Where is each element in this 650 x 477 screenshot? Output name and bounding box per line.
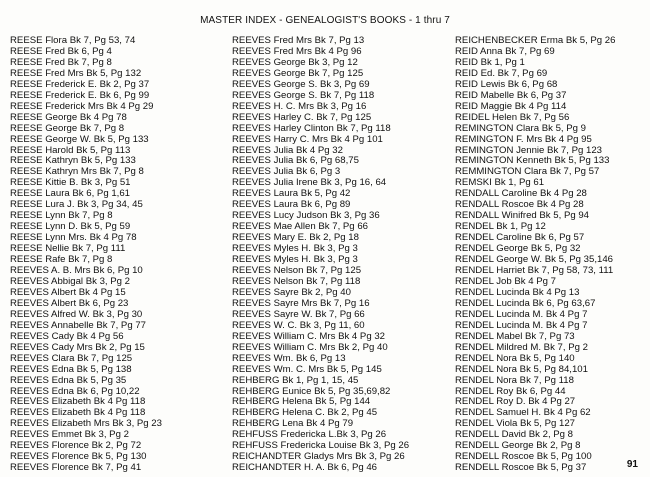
index-entry: REEVES Albert Bk 6, Pg 23 [10,298,129,309]
index-entry: REEVES George Bk 7, Pg 125 [232,68,364,79]
index-entry: RENDELL Roscoe Bk 5, Pg 37 [455,463,587,474]
index-entry: RENDALL Winifred Bk 5, Pg 94 [455,211,590,222]
index-entry: REID Ed. Bk 7, Pg 69 [455,68,548,79]
index-entry: REMINGTON Kenneth Bk 5, Pg 133 [455,156,610,167]
index-entry: RENDEL Lucinda Bk 6, Pg 63,67 [455,298,596,309]
index-entry: REEVES Fred Mrs Bk 7, Pg 13 [232,36,365,46]
index-entry: REEVES Elizabeth Bk 4 Pg 118 [10,408,146,419]
index-entry: REEVES Sayre Bk 2, Pg 40 [232,287,351,298]
index-entry: REHBERG Helena C. Bk 2, Pg 45 [232,408,378,419]
index-entry: REICHENBECKER Erma Bk 5, Pg 26 [455,36,616,46]
index-entry: REEVES Florence Bk 5, Pg 130 [10,452,147,463]
index-entry: REESE Flora Bk 7, Pg 53, 74 [10,36,136,46]
index-entry: REESE Lynn Mrs. Bk 4 Pg 78 [10,233,137,244]
index-entry: REHBERG Bk 1, Pg 1, 15, 45 [232,375,359,386]
index-entry: REEVES Cady Bk 4 Pg 56 [10,331,124,342]
index-entry: REID Bk 1, Pg 1 [455,57,525,68]
index-entry: REHFUSS Fredericka Louise Bk 3, Pg 26 [232,441,410,452]
index-entry: REEVES Florence Bk 2, Pg 72 [10,441,142,452]
index-entry: REEVES Albert Bk 4 Pg 15 [10,287,126,298]
index-entry: REHBERG Lena Bk 4 Pg 79 [232,419,354,430]
index-entry: REEVES Harley C. Bk 7, Pg 125 [232,112,372,123]
index-entry: RENDEL Caroline Bk 6, Pg 57 [455,233,585,244]
index-entry: REEVES A. B. Mrs Bk 6, Pg 10 [10,266,143,277]
index-entry: REEVES Julia Bk 4 Pg 32 [232,145,343,156]
index-entry: RENDEL Harriet Bk 7, Pg 58, 73, 111 [455,266,614,277]
index-entry: REEVES Clara Bk 7, Pg 125 [10,353,133,364]
index-entry: REEVES W. C. Bk 3, Pg 11, 60 [232,320,365,331]
index-entry: REEVES Wm. C. Mrs Bk 5, Pg 145 [232,364,382,375]
index-entry: REEVES Julia Bk 6, Pg 3 [232,167,341,178]
index-entry: REESE Kathryn Bk 5, Pg 133 [10,156,136,167]
index-entry: REESE Frederick E. Bk 2, Pg 37 [10,79,150,90]
index-entry: REICHANDTER Gladys Mrs Bk 3, Pg 26 [232,452,405,463]
index-entry: REESE Fred Bk 6, Pg 4 [10,46,112,57]
index-entry: REEVES Elizabeth Bk 4 Pg 118 [10,397,146,408]
index-entry: REMINGTON Jennie Bk 7, Pg 123 [455,145,602,156]
index-entry: REEVES Laura Bk 6, Pg 89 [232,200,351,211]
index-entry: REEVES Sayre W. Bk 7, Pg 66 [232,309,365,320]
index-entry: REEVES Myles H. Bk 3, Pg 3 [232,244,358,255]
index-column-1 [10,36,225,474]
index-entry: REESE George W. Bk 5, Pg 133 [10,134,149,145]
index-entry: REEVES Emmet Bk 3, Pg 2 [10,430,129,441]
index-entry: RENDEL Viola Bk 5, Pg 127 [455,419,575,430]
index-entry: RENDEL Roy D. Bk 4 Pg 27 [455,397,576,408]
index-entry: REEVES Abbigal Bk 3, Pg 2 [10,276,130,287]
index-entry: REEVES Lucy Judson Bk 3, Pg 36 [232,211,380,222]
index-column-3 [455,36,650,474]
index-entry: RENDEL Lucinda Bk 4 Pg 13 [455,287,580,298]
index-entry: RENDEL Nora Bk 7, Pg 118 [455,375,574,386]
index-entry: REMINGTON Clara Bk 5, Pg 9 [455,123,586,134]
index-entry: REMMINGTON Clara Bk 7, Pg 57 [455,167,600,178]
index-entry: REHBERG Eunice Bk 5, Pg 35,69,82 [232,386,391,397]
index-entry: REEVES Alfred W. Bk 3, Pg 30 [10,309,143,320]
index-entry: REEVES Edna Bk 5, Pg 138 [10,364,132,375]
index-entry: REEVES Edna Bk 5, Pg 35 [10,375,127,386]
index-entry: REEVES William C. Mrs Bk 2, Pg 40 [232,342,388,353]
index-entry: REESE Frederick Mrs Bk 4 Pg 29 [10,101,154,112]
index-entry: REEVES George Bk 3, Pg 12 [232,57,358,68]
index-entry: REEVES Elizabeth Mrs Bk 3, Pg 23 [10,419,162,430]
index-entry: RENDEL Job Bk 4 Pg 7 [455,276,556,287]
index-entry: REEVES William C. Mrs Bk 4 Pg 32 [232,331,386,342]
index-entry: REESE Fred Bk 7, Pg 8 [10,57,112,68]
index-entry: REMSKI Bk 1, Pg 61 [455,178,545,189]
index-entry: RENDEL George Bk 5, Pg 32 [455,244,581,255]
index-entry: RENDEL Nora Bk 5, Pg 140 [455,353,575,364]
index-entry: REEVES Julia Irene Bk 3, Pg 16, 64 [232,178,387,189]
index-entry: REEVES Mary E. Bk 2, Pg 18 [232,233,359,244]
index-entry: REICHANDTER H. A. Bk 6, Pg 46 [232,463,378,474]
index-entry: REESE George Bk 4 Pg 78 [10,112,127,123]
index-entry: REID Anna Bk 7, Pg 69 [455,46,555,57]
index-entry: RENDEL Mabel Bk 7, Pg 73 [455,331,575,342]
index-entry: REESE Lynn D. Bk 5, Pg 59 [10,222,131,233]
index-entry: RENDELL Roscoe Bk 5, Pg 100 [455,452,592,463]
index-entry: REEVES Florence Bk 7, Pg 41 [10,463,142,474]
index-entry: REHBERG Helena Bk 5, Pg 144 [232,397,371,408]
index-entry: REEVES Nelson Bk 7, Pg 118 [232,276,361,287]
index-entry: REEVES Mae Allen Bk 7, Pg 66 [232,222,368,233]
page-number: 91 [626,459,638,470]
index-entry: RENDALL Roscoe Bk 4 Pg 28 [455,200,584,211]
index-entry: REEVES Cady Mrs Bk 2, Pg 15 [10,342,145,353]
index-entry: REIDEL Helen Bk 7, Pg 56 [455,112,570,123]
index-entry: REEVES Nelson Bk 7, Pg 125 [232,266,362,277]
index-entry: RENDEL Bk 1, Pg 12 [455,222,546,233]
index-entry: RENDELL George Bk 2, Pg 8 [455,441,581,452]
index-entry: REEVES Julia Bk 6, Pg 68,75 [232,156,359,167]
index-entry: REMINGTON F. Mrs Bk 4 Pg 95 [455,134,592,145]
index-entry: RENDEL Samuel H. Bk 4 Pg 62 [455,408,591,419]
index-entry: RENDELL David Bk 2, Pg 8 [455,430,574,441]
index-entry: REEVES Harry C. Mrs Bk 4 Pg 101 [232,134,383,145]
index-entry: REESE Lura J. Bk 3, Pg 34, 45 [10,200,143,211]
index-entry: REESE Harold Bk 5, Pg 113 [10,145,131,156]
index-entry: REHFUSS Fredericka L.Bk 3, Pg 26 [232,430,387,441]
index-entry: REEVES H. C. Mrs Bk 3, Pg 16 [232,101,367,112]
index-entry: REEVES Myles H. Bk 3, Pg 3 [232,255,358,266]
index-entry: REID Maggie Bk 4 Pg 114 [455,101,567,112]
index-entry: REEVES Wm. Bk 6, Pg 13 [232,353,346,364]
index-entry: REEVES Harley Clinton Bk 7, Pg 118 [232,123,391,134]
index-entry: REESE Laura Bk 6, Pg 1,61 [10,189,130,200]
index-entry: REEVES Annabelle Bk 7, Pg 77 [10,320,146,331]
index-entry: REEVES George S. Bk 3, Pg 69 [232,79,370,90]
index-entry: RENDEL Roy Bk 6, Pg 44 [455,386,566,397]
index-entry: REEVES Fred Mrs Bk 4 Pg 96 [232,46,362,57]
index-entry: RENDEL George W. Bk 5, Pg 35,146 [455,255,614,266]
index-entry: REID Mabelle Bk 6, Pg 37 [455,90,567,101]
index-entry: RENDEL Lucinda M. Bk 4 Pg 7 [455,320,588,331]
index-entry: REESE Nellie Bk 7, Pg 111 [10,244,126,255]
index-entry: REEVES Sayre Mrs Bk 7, Pg 16 [232,298,370,309]
index-entry: REESE George Bk 7, Pg 8 [10,123,125,134]
index-entry: RENDEL Mildred M. Bk 7, Pg 2 [455,342,588,353]
index-entry: REEVES George S. Bk 7, Pg 118 [232,90,375,101]
index-entry: RENDEL Lucinda M. Bk 4 Pg 7 [455,309,588,320]
index-entry: REID Lewis Bk 6, Pg 68 [455,79,558,90]
index-entry: REEVES Laura Bk 5, Pg 42 [232,189,351,200]
index-entry: REEVES Edna Bk 6, Pg 10,22 [10,386,140,397]
page-title: MASTER INDEX - GENEALOGIST'S BOOKS - 1 thru 7 [200,15,450,26]
index-entry: REESE Lynn Bk 7, Pg 8 [10,211,113,222]
index-entry: RENDEL Nora Bk 5, Pg 84,101 [455,364,588,375]
index-entry: REESE Fred Mrs Bk 5, Pg 132 [10,68,142,79]
index-entry: REESE Kittie B. Bk 3, Pg 51 [10,178,131,189]
index-entry: REESE Kathryn Mrs Bk 7, Pg 8 [10,167,144,178]
index-entry: RENDALL Caroline Bk 4 Pg 28 [455,189,587,200]
index-column-2 [232,36,447,474]
index-entry: REESE Frederick E. Bk 6, Pg 99 [10,90,150,101]
index-entry: REESE Rafe Bk 7, Pg 8 [10,255,113,266]
